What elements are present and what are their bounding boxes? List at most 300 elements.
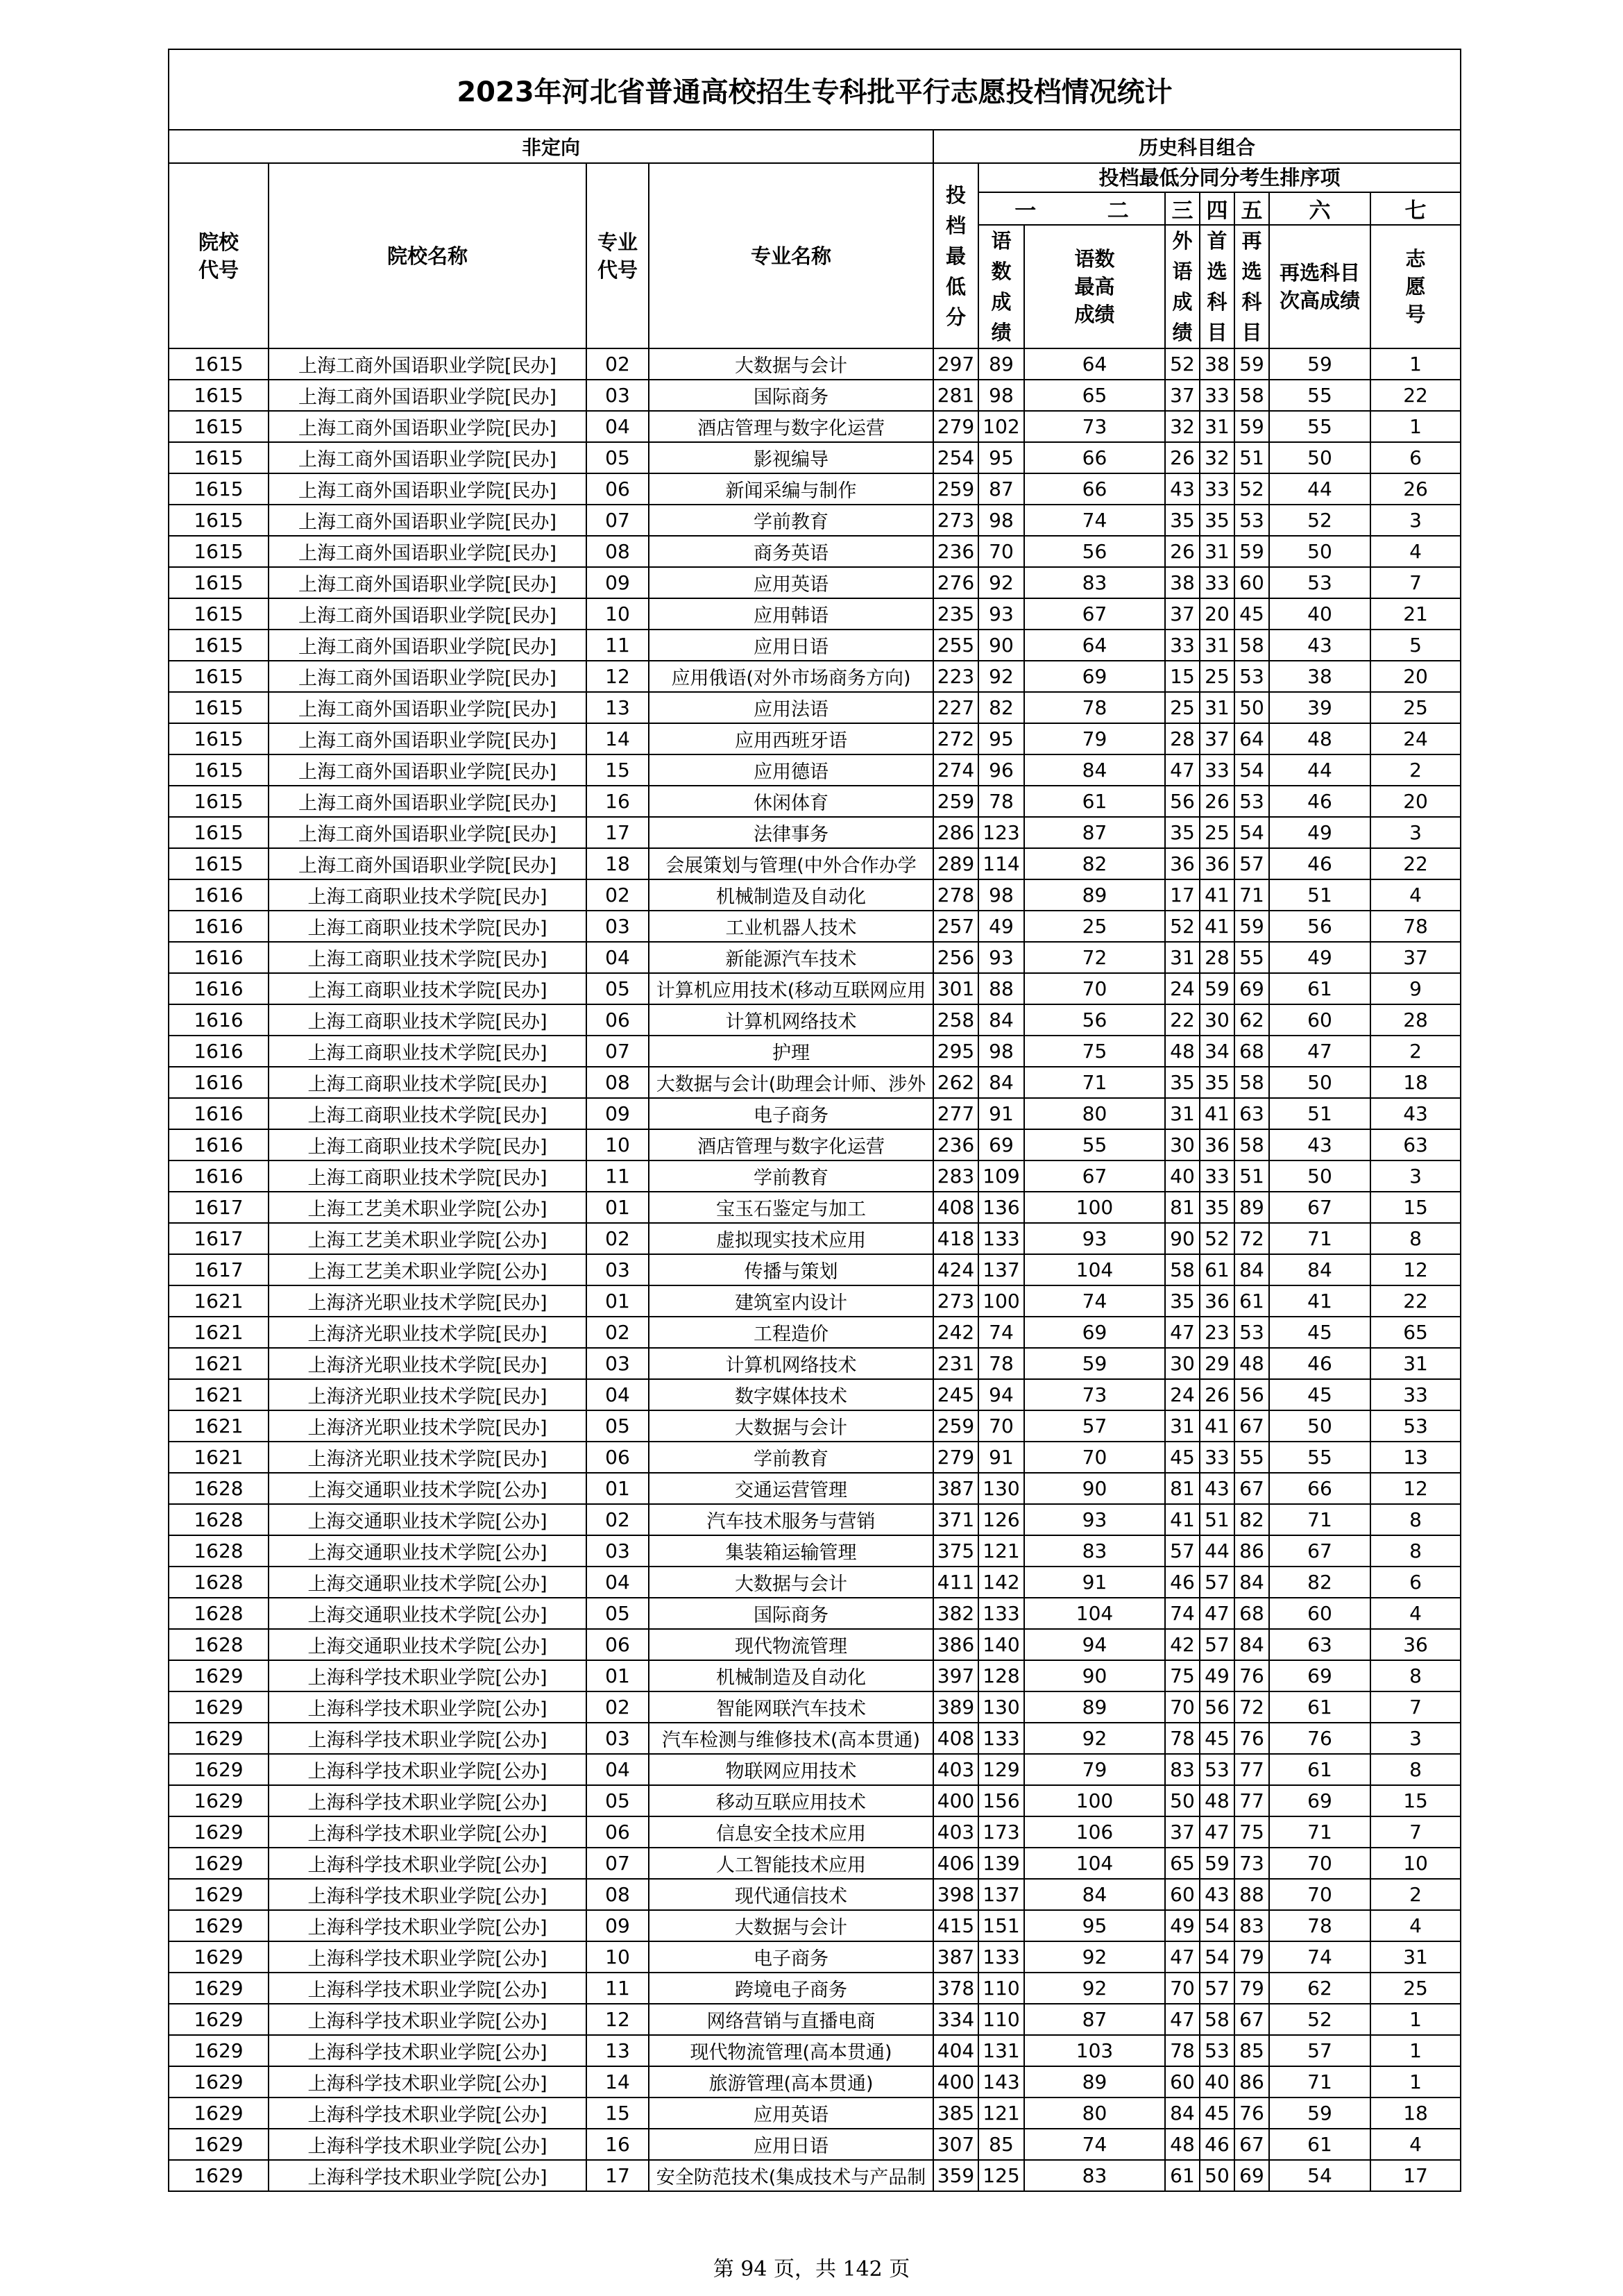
- t2-score-cell: 100: [1024, 1785, 1165, 1816]
- school-name-cell: 上海交通职业技术学院[公办]: [269, 1535, 586, 1567]
- t2-score-cell: 75: [1024, 1036, 1165, 1067]
- t6-score-cell: 55: [1269, 380, 1370, 411]
- t6-score-cell: 45: [1269, 1317, 1370, 1348]
- table-row: [169, 2035, 1461, 2066]
- t7-choice-cell: 18: [1370, 2097, 1461, 2129]
- major-code-cell: 06: [586, 1816, 649, 1848]
- t7-choice-cell: 5: [1370, 630, 1461, 661]
- school-name-cell: 上海科学技术职业学院[公办]: [269, 1723, 586, 1754]
- t6-score-cell: 55: [1269, 411, 1370, 442]
- t4-score-cell: 31: [1200, 411, 1234, 442]
- t2-score-cell: 69: [1024, 1317, 1165, 1348]
- table-row: [169, 1941, 1461, 1973]
- min-score-cell: 359: [933, 2160, 978, 2191]
- min-score-cell: 389: [933, 1691, 978, 1723]
- table-row: [169, 1160, 1461, 1192]
- t5-score-cell: 58: [1234, 380, 1269, 411]
- table-row: [169, 473, 1461, 505]
- t3-score-cell: 17: [1165, 879, 1200, 911]
- school-name-cell: 上海科学技术职业学院[公办]: [269, 1848, 586, 1879]
- t6-score-cell: 43: [1269, 1129, 1370, 1160]
- t5-score-cell: 51: [1234, 1160, 1269, 1192]
- t2-score-cell: 70: [1024, 1442, 1165, 1473]
- t4-score-cell: 33: [1200, 567, 1234, 598]
- t3-score-cell: 30: [1165, 1348, 1200, 1379]
- major-code-cell: 09: [586, 1910, 649, 1941]
- t5-score-cell: 59: [1234, 536, 1269, 567]
- t2-score-cell: 83: [1024, 567, 1165, 598]
- section-label-left: 非定向: [169, 130, 933, 163]
- table-body: [169, 348, 1461, 2191]
- school-code-cell: 1616: [169, 1160, 269, 1192]
- t6-score-cell: 51: [1269, 879, 1370, 911]
- min-score-cell: 242: [933, 1317, 978, 1348]
- table-row: [169, 1660, 1461, 1691]
- t3-score-cell: 41: [1165, 1504, 1200, 1535]
- table-row: [169, 1379, 1461, 1410]
- t4-score-cell: 52: [1200, 1223, 1234, 1254]
- min-score-cell: 255: [933, 630, 978, 661]
- table-row: [169, 2004, 1461, 2035]
- table-row: [169, 348, 1461, 380]
- major-code-cell: 07: [586, 1848, 649, 1879]
- t7-choice-cell: 4: [1370, 1910, 1461, 1941]
- t4-score-cell: 61: [1200, 1254, 1234, 1285]
- major-code-cell: 08: [586, 1879, 649, 1910]
- school-name-cell: 上海科学技术职业学院[公办]: [269, 1754, 586, 1785]
- t1-score-cell: 90: [978, 630, 1024, 661]
- t3-score-cell: 35: [1165, 505, 1200, 536]
- school-name-cell: 上海工商外国语职业学院[民办]: [269, 567, 586, 598]
- major-code-cell: 10: [586, 1941, 649, 1973]
- t5-score-cell: 58: [1234, 1067, 1269, 1098]
- t3-score-cell: 28: [1165, 723, 1200, 754]
- t6-score-cell: 50: [1269, 1160, 1370, 1192]
- t5-score-cell: 59: [1234, 911, 1269, 942]
- min-score-cell: 295: [933, 1036, 978, 1067]
- t5-score-cell: 61: [1234, 1285, 1269, 1317]
- major-code-cell: 06: [586, 473, 649, 505]
- major-code-cell: 05: [586, 1598, 649, 1629]
- school-code-cell: 1616: [169, 1004, 269, 1036]
- t3-score-cell: 74: [1165, 1598, 1200, 1629]
- t2-score-cell: 84: [1024, 754, 1165, 786]
- t3-score-cell: 56: [1165, 786, 1200, 817]
- t4-score-cell: 57: [1200, 1629, 1234, 1660]
- major-code-cell: 05: [586, 442, 649, 473]
- t1-score-cell: 131: [978, 2035, 1024, 2066]
- school-code-cell: 1615: [169, 442, 269, 473]
- t5-score-cell: 82: [1234, 1504, 1269, 1535]
- t6-score-cell: 38: [1269, 661, 1370, 692]
- major-name-cell: 应用英语: [649, 2097, 933, 2129]
- header-order-1-2: 一 二: [978, 192, 1165, 225]
- t3-score-cell: 49: [1165, 1910, 1200, 1941]
- t3-score-cell: 70: [1165, 1973, 1200, 2004]
- t5-score-cell: 76: [1234, 1660, 1269, 1691]
- t7-choice-cell: 1: [1370, 2035, 1461, 2066]
- major-name-cell: 国际商务: [649, 1598, 933, 1629]
- t6-score-cell: 61: [1269, 1691, 1370, 1723]
- min-score-cell: 273: [933, 505, 978, 536]
- t5-score-cell: 63: [1234, 1098, 1269, 1129]
- t4-score-cell: 26: [1200, 1379, 1234, 1410]
- t3-score-cell: 84: [1165, 2097, 1200, 2129]
- t4-score-cell: 58: [1200, 2004, 1234, 2035]
- t5-score-cell: 56: [1234, 1379, 1269, 1410]
- t1-score-cell: 92: [978, 661, 1024, 692]
- school-name-cell: 上海科学技术职业学院[公办]: [269, 1816, 586, 1848]
- school-code-cell: 1629: [169, 1973, 269, 2004]
- major-code-cell: 16: [586, 786, 649, 817]
- t7-choice-cell: 8: [1370, 1535, 1461, 1567]
- major-code-cell: 04: [586, 411, 649, 442]
- table-row: [169, 848, 1461, 879]
- page-title: 2023年河北省普通高校招生专科批平行志愿投档情况统计: [169, 49, 1461, 130]
- t4-score-cell: 41: [1200, 911, 1234, 942]
- t6-score-cell: 54: [1269, 2160, 1370, 2191]
- table-row: [169, 723, 1461, 754]
- school-name-cell: 上海工艺美术职业学院[公办]: [269, 1223, 586, 1254]
- t7-choice-cell: 26: [1370, 473, 1461, 505]
- school-code-cell: 1615: [169, 380, 269, 411]
- school-name-cell: 上海科学技术职业学院[公办]: [269, 2129, 586, 2160]
- t7-choice-cell: 63: [1370, 1129, 1461, 1160]
- major-code-cell: 02: [586, 348, 649, 380]
- min-score-cell: 400: [933, 2066, 978, 2097]
- major-code-cell: 08: [586, 1067, 649, 1098]
- t3-score-cell: 52: [1165, 348, 1200, 380]
- t4-score-cell: 33: [1200, 754, 1234, 786]
- table-row: [169, 1036, 1461, 1067]
- t1-score-cell: 87: [978, 473, 1024, 505]
- t6-score-cell: 46: [1269, 1348, 1370, 1379]
- t3-score-cell: 60: [1165, 2066, 1200, 2097]
- school-name-cell: 上海工商外国语职业学院[民办]: [269, 473, 586, 505]
- t6-score-cell: 40: [1269, 598, 1370, 630]
- t1-score-cell: 85: [978, 2129, 1024, 2160]
- t3-score-cell: 15: [1165, 661, 1200, 692]
- t7-choice-cell: 28: [1370, 1004, 1461, 1036]
- school-code-cell: 1628: [169, 1535, 269, 1567]
- t4-score-cell: 25: [1200, 817, 1234, 848]
- table-row: [169, 1567, 1461, 1598]
- t7-choice-cell: 4: [1370, 879, 1461, 911]
- t5-score-cell: 77: [1234, 1754, 1269, 1785]
- t1-score-cell: 88: [978, 973, 1024, 1004]
- school-name-cell: 上海科学技术职业学院[公办]: [269, 1879, 586, 1910]
- major-code-cell: 12: [586, 2004, 649, 2035]
- t4-score-cell: 54: [1200, 1910, 1234, 1941]
- major-name-cell: 法律事务: [649, 817, 933, 848]
- t2-score-cell: 59: [1024, 1348, 1165, 1379]
- t5-score-cell: 88: [1234, 1879, 1269, 1910]
- table-row: [169, 1754, 1461, 1785]
- school-name-cell: 上海工商外国语职业学院[民办]: [269, 442, 586, 473]
- min-score-cell: 273: [933, 1285, 978, 1317]
- school-code-cell: 1616: [169, 911, 269, 942]
- table-row: [169, 1848, 1461, 1879]
- t7-choice-cell: 20: [1370, 786, 1461, 817]
- t1-score-cell: 69: [978, 1129, 1024, 1160]
- t5-score-cell: 84: [1234, 1629, 1269, 1660]
- t6-score-cell: 71: [1269, 1223, 1370, 1254]
- t1-score-cell: 93: [978, 598, 1024, 630]
- t5-score-cell: 68: [1234, 1598, 1269, 1629]
- t6-score-cell: 61: [1269, 973, 1370, 1004]
- min-score-cell: 301: [933, 973, 978, 1004]
- t3-score-cell: 47: [1165, 2004, 1200, 2035]
- table-row: [169, 1129, 1461, 1160]
- table-row: [169, 1192, 1461, 1223]
- min-score-cell: 375: [933, 1535, 978, 1567]
- major-name-cell: 跨境电子商务: [649, 1973, 933, 2004]
- major-code-cell: 03: [586, 911, 649, 942]
- school-code-cell: 1629: [169, 2129, 269, 2160]
- major-name-cell: 大数据与会计(助理会计师、涉外: [649, 1067, 933, 1098]
- table-row: [169, 1317, 1461, 1348]
- school-name-cell: 上海工商外国语职业学院[民办]: [269, 692, 586, 723]
- major-name-cell: 学前教育: [649, 505, 933, 536]
- major-code-cell: 17: [586, 817, 649, 848]
- t6-score-cell: 69: [1269, 1660, 1370, 1691]
- t3-score-cell: 48: [1165, 2129, 1200, 2160]
- min-score-cell: 262: [933, 1067, 978, 1098]
- school-code-cell: 1629: [169, 2004, 269, 2035]
- header-school-code: 院校代号: [169, 163, 269, 348]
- t1-score-cell: 98: [978, 505, 1024, 536]
- major-code-cell: 02: [586, 879, 649, 911]
- major-name-cell: 酒店管理与数字化运营: [649, 1129, 933, 1160]
- min-score-cell: 382: [933, 1598, 978, 1629]
- table-row: [169, 1629, 1461, 1660]
- t2-score-cell: 83: [1024, 2160, 1165, 2191]
- t3-score-cell: 60: [1165, 1879, 1200, 1910]
- t7-choice-cell: 15: [1370, 1785, 1461, 1816]
- t7-choice-cell: 3: [1370, 1160, 1461, 1192]
- t7-choice-cell: 31: [1370, 1941, 1461, 1973]
- table-row: [169, 1473, 1461, 1504]
- major-name-cell: 应用俄语(对外市场商务方向): [649, 661, 933, 692]
- school-code-cell: 1629: [169, 2035, 269, 2066]
- t4-score-cell: 57: [1200, 1567, 1234, 1598]
- school-code-cell: 1615: [169, 786, 269, 817]
- header-order-3: 三: [1165, 192, 1200, 225]
- t1-score-cell: 91: [978, 1098, 1024, 1129]
- t1-score-cell: 109: [978, 1160, 1024, 1192]
- school-code-cell: 1615: [169, 598, 269, 630]
- t5-score-cell: 52: [1234, 473, 1269, 505]
- t4-score-cell: 31: [1200, 692, 1234, 723]
- min-score-cell: 378: [933, 1973, 978, 2004]
- t7-choice-cell: 8: [1370, 1660, 1461, 1691]
- table-row: [169, 1910, 1461, 1941]
- major-name-cell: 虚拟现实技术应用: [649, 1223, 933, 1254]
- t6-score-cell: 50: [1269, 442, 1370, 473]
- t6-score-cell: 82: [1269, 1567, 1370, 1598]
- min-score-cell: 289: [933, 848, 978, 879]
- t6-score-cell: 51: [1269, 1098, 1370, 1129]
- school-name-cell: 上海工商外国语职业学院[民办]: [269, 505, 586, 536]
- t5-score-cell: 53: [1234, 661, 1269, 692]
- t3-score-cell: 65: [1165, 1848, 1200, 1879]
- t3-score-cell: 47: [1165, 754, 1200, 786]
- t5-score-cell: 54: [1234, 754, 1269, 786]
- t4-score-cell: 30: [1200, 1004, 1234, 1036]
- min-score-cell: 281: [933, 380, 978, 411]
- school-code-cell: 1629: [169, 1785, 269, 1816]
- t4-score-cell: 36: [1200, 1285, 1234, 1317]
- major-code-cell: 10: [586, 1129, 649, 1160]
- t3-score-cell: 70: [1165, 1691, 1200, 1723]
- t5-score-cell: 72: [1234, 1691, 1269, 1723]
- t5-score-cell: 76: [1234, 1723, 1269, 1754]
- t2-score-cell: 95: [1024, 1910, 1165, 1941]
- t6-score-cell: 56: [1269, 911, 1370, 942]
- t3-score-cell: 81: [1165, 1192, 1200, 1223]
- table-row: [169, 411, 1461, 442]
- table-row: [169, 661, 1461, 692]
- major-name-cell: 应用日语: [649, 2129, 933, 2160]
- major-code-cell: 05: [586, 973, 649, 1004]
- t1-score-cell: 98: [978, 380, 1024, 411]
- t2-score-cell: 83: [1024, 1535, 1165, 1567]
- t4-score-cell: 53: [1200, 1754, 1234, 1785]
- t1-score-cell: 123: [978, 817, 1024, 848]
- min-score-cell: 385: [933, 2097, 978, 2129]
- major-code-cell: 06: [586, 1442, 649, 1473]
- t6-score-cell: 61: [1269, 1754, 1370, 1785]
- t1-score-cell: 140: [978, 1629, 1024, 1660]
- major-name-cell: 现代通信技术: [649, 1879, 933, 1910]
- t7-choice-cell: 36: [1370, 1629, 1461, 1660]
- min-score-cell: 254: [933, 442, 978, 473]
- t7-choice-cell: 7: [1370, 1691, 1461, 1723]
- t1-score-cell: 96: [978, 754, 1024, 786]
- t7-choice-cell: 9: [1370, 973, 1461, 1004]
- major-code-cell: 11: [586, 1160, 649, 1192]
- t1-score-cell: 102: [978, 411, 1024, 442]
- school-name-cell: 上海交通职业技术学院[公办]: [269, 1567, 586, 1598]
- t3-score-cell: 36: [1165, 848, 1200, 879]
- school-name-cell: 上海工商职业技术学院[民办]: [269, 1098, 586, 1129]
- t5-score-cell: 75: [1234, 1816, 1269, 1848]
- t5-score-cell: 67: [1234, 2004, 1269, 2035]
- school-name-cell: 上海工商职业技术学院[民办]: [269, 879, 586, 911]
- t1-score-cell: 92: [978, 567, 1024, 598]
- table-row: [169, 817, 1461, 848]
- t1-score-cell: 70: [978, 536, 1024, 567]
- header-t6: 再选科目次高成绩: [1269, 225, 1370, 348]
- t7-choice-cell: 4: [1370, 2129, 1461, 2160]
- t4-score-cell: 36: [1200, 1129, 1234, 1160]
- t6-score-cell: 70: [1269, 1879, 1370, 1910]
- t3-score-cell: 81: [1165, 1473, 1200, 1504]
- school-code-cell: 1616: [169, 1129, 269, 1160]
- major-name-cell: 计算机应用技术(移动互联网应用: [649, 973, 933, 1004]
- school-code-cell: 1615: [169, 473, 269, 505]
- t4-score-cell: 37: [1200, 723, 1234, 754]
- t4-score-cell: 35: [1200, 505, 1234, 536]
- school-code-cell: 1615: [169, 348, 269, 380]
- major-code-cell: 08: [586, 536, 649, 567]
- t1-score-cell: 93: [978, 942, 1024, 973]
- t4-score-cell: 49: [1200, 1660, 1234, 1691]
- t4-score-cell: 31: [1200, 536, 1234, 567]
- t4-score-cell: 48: [1200, 1785, 1234, 1816]
- major-name-cell: 学前教育: [649, 1442, 933, 1473]
- t6-score-cell: 44: [1269, 754, 1370, 786]
- school-name-cell: 上海科学技术职业学院[公办]: [269, 2035, 586, 2066]
- t1-score-cell: 100: [978, 1285, 1024, 1317]
- t3-score-cell: 58: [1165, 1254, 1200, 1285]
- t1-score-cell: 142: [978, 1567, 1024, 1598]
- t4-score-cell: 38: [1200, 348, 1234, 380]
- t4-score-cell: 26: [1200, 786, 1234, 817]
- school-code-cell: 1629: [169, 1754, 269, 1785]
- school-name-cell: 上海工艺美术职业学院[公办]: [269, 1254, 586, 1285]
- major-code-cell: 07: [586, 505, 649, 536]
- t3-score-cell: 50: [1165, 1785, 1200, 1816]
- table-row: [169, 1442, 1461, 1473]
- t4-score-cell: 59: [1200, 1848, 1234, 1879]
- t3-score-cell: 32: [1165, 411, 1200, 442]
- table-row: [169, 1879, 1461, 1910]
- min-score-cell: 283: [933, 1160, 978, 1192]
- school-code-cell: 1621: [169, 1442, 269, 1473]
- table-row: [169, 442, 1461, 473]
- t7-choice-cell: 4: [1370, 1598, 1461, 1629]
- header-t3: 外语成绩: [1165, 225, 1200, 348]
- t2-score-cell: 72: [1024, 942, 1165, 973]
- min-score-cell: 236: [933, 536, 978, 567]
- t6-score-cell: 46: [1269, 848, 1370, 879]
- min-score-cell: 223: [933, 661, 978, 692]
- t7-choice-cell: 78: [1370, 911, 1461, 942]
- major-code-cell: 13: [586, 692, 649, 723]
- major-code-cell: 14: [586, 2066, 649, 2097]
- school-code-cell: 1629: [169, 1848, 269, 1879]
- t6-score-cell: 84: [1269, 1254, 1370, 1285]
- t4-score-cell: 41: [1200, 1098, 1234, 1129]
- t7-choice-cell: 7: [1370, 567, 1461, 598]
- t1-score-cell: 121: [978, 1535, 1024, 1567]
- t5-score-cell: 89: [1234, 1192, 1269, 1223]
- t7-choice-cell: 20: [1370, 661, 1461, 692]
- t2-score-cell: 91: [1024, 1567, 1165, 1598]
- t7-choice-cell: 4: [1370, 536, 1461, 567]
- school-code-cell: 1621: [169, 1285, 269, 1317]
- t4-score-cell: 54: [1200, 1941, 1234, 1973]
- school-code-cell: 1629: [169, 1910, 269, 1941]
- t6-score-cell: 55: [1269, 1442, 1370, 1473]
- major-code-cell: 09: [586, 567, 649, 598]
- t1-score-cell: 133: [978, 1598, 1024, 1629]
- t4-score-cell: 51: [1200, 1504, 1234, 1535]
- min-score-cell: 256: [933, 942, 978, 973]
- t4-score-cell: 29: [1200, 1348, 1234, 1379]
- major-code-cell: 02: [586, 1223, 649, 1254]
- major-code-cell: 05: [586, 1410, 649, 1442]
- t2-score-cell: 79: [1024, 723, 1165, 754]
- table-row: [169, 536, 1461, 567]
- t1-score-cell: 94: [978, 1379, 1024, 1410]
- t7-choice-cell: 13: [1370, 1442, 1461, 1473]
- t4-score-cell: 28: [1200, 942, 1234, 973]
- t6-score-cell: 46: [1269, 786, 1370, 817]
- table-row: [169, 1973, 1461, 2004]
- t2-score-cell: 74: [1024, 505, 1165, 536]
